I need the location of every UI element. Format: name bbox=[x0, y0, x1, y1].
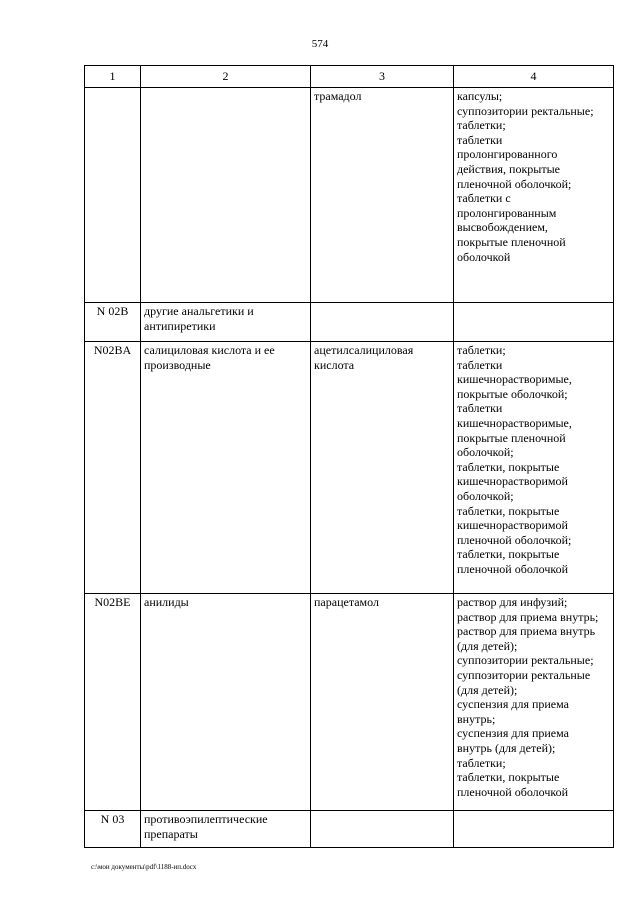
page-number: 574 bbox=[311, 38, 329, 50]
table-row bbox=[85, 303, 614, 342]
dosage-forms-cell: таблетки; таблетки кишечнорастворимые, покрытые оболочкой; таблетки кишечнорастворимые, покрытые пленочной оболочкой; таблетки, покрытые кишечнорастворимой оболочкой; таблетки, покрытые кишечнорастворимой пленочной оболочкой; таблетки, покрытые пленочной оболочкой bbox=[454, 342, 614, 594]
dosage-forms-cell: капсулы; суппозитории ректальные; таблетки; таблетки пролонгированного действия, покрытые пленочной оболочкой; таблетки с пролонгированным высвобождением, покрытые пленочной оболочкой bbox=[454, 88, 614, 303]
column-header-3: 3 bbox=[311, 66, 454, 88]
substance-cell: трамадол bbox=[311, 88, 454, 303]
substance-cell: ацетилсалициловая кислота bbox=[311, 342, 454, 594]
dosage-forms-cell: раствор для инфузий; раствор для приема внутрь; раствор для приема внутрь (для детей); суппозитории ректальные; суппозитории ректальные (для детей); суспензия для приема внутрь; суспензия для приема внутрь (для детей); таблетки; таблетки, покрытые пленочной оболочкой bbox=[454, 594, 614, 811]
dosage-forms-cell bbox=[454, 811, 614, 848]
group-cell bbox=[141, 88, 311, 303]
column-header-2: 2 bbox=[141, 66, 311, 88]
table-row bbox=[85, 342, 614, 594]
atc-code-cell: N02BE bbox=[85, 594, 141, 811]
substance-cell bbox=[311, 811, 454, 848]
table-row bbox=[85, 88, 614, 303]
column-header-4: 4 bbox=[454, 66, 614, 88]
atc-code-cell: N 02B bbox=[85, 303, 141, 342]
table-header-row bbox=[85, 66, 614, 88]
group-cell: другие анальгетики и антипиретики bbox=[141, 303, 311, 342]
group-cell: салициловая кислота и ее производные bbox=[141, 342, 311, 594]
substance-cell: парацетамол bbox=[311, 594, 454, 811]
atc-code-cell: N02BA bbox=[85, 342, 141, 594]
atc-code-cell bbox=[85, 88, 141, 303]
group-cell: анилиды bbox=[141, 594, 311, 811]
table-row bbox=[85, 594, 614, 811]
drug-table bbox=[84, 65, 614, 848]
atc-code-cell: N 03 bbox=[85, 811, 141, 848]
substance-cell bbox=[311, 303, 454, 342]
group-cell: противоэпилептические препараты bbox=[141, 811, 311, 848]
dosage-forms-cell bbox=[454, 303, 614, 342]
table-row bbox=[85, 811, 614, 848]
column-header-1: 1 bbox=[85, 66, 141, 88]
footer-file-path: c:\мои документы\pdf\1188-ип.docx bbox=[91, 863, 197, 871]
